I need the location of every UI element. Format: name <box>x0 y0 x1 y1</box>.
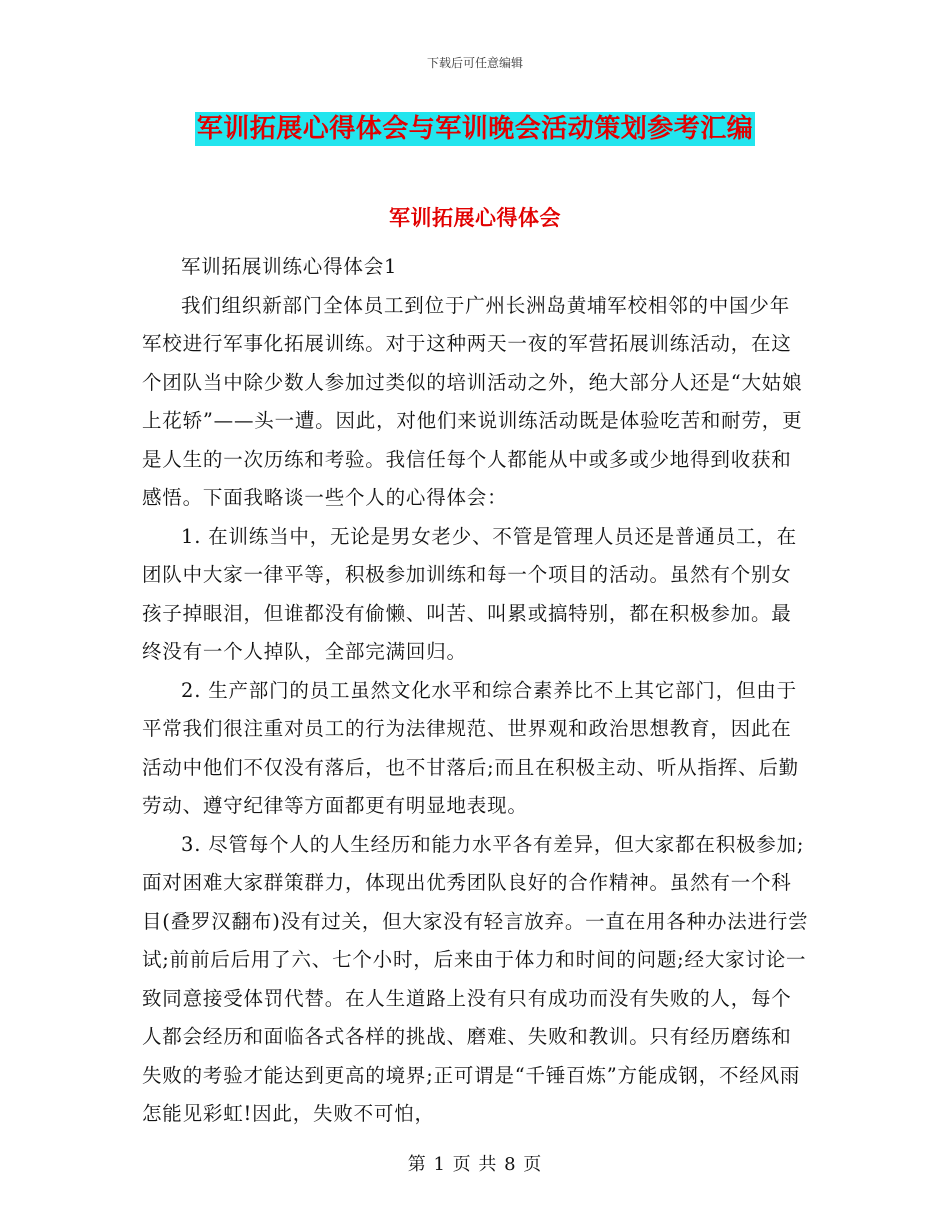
document-title: 军训拓展心得体会与军训晚会活动策划参考汇编 <box>196 114 754 144</box>
paragraph: 3. 尽管每个人的人生经历和能力水平各有差异，但大家都在积极参加;面对困难大家群策群力，体现出优秀团队良好的合作精神。虽然有一个科目(叠罗汉翻布)没有过关，但大家没有轻言放弃。一直在用各种办法进行尝试;前前后后用了六、七个小时，后来由于体力和时间的问题;经大家讨论一致同意接受体罚代替。在人生道路上没有只有成功而没有失败的人，每个人都会经历和面临各式各样的挑战、磨难、失败和教训。只有经历磨练和失败的考验才能达到更高的境界;正可谓是“千锤百炼”方能成钢，不经风雨怎能见彩虹!因此，失败不可怕， <box>142 832 809 1125</box>
page-number-footer: 第 1 页 共 8 页 <box>407 1154 543 1175</box>
document-title-container <box>0 112 950 146</box>
document-body <box>142 248 810 1134</box>
section-title: 军训拓展心得体会 <box>389 206 561 230</box>
subsection-heading: 军训拓展训练心得体会1 <box>181 255 398 278</box>
paragraph: 2. 生产部门的员工虽然文化水平和综合素养比不上其它部门，但由于平常我们很注重对员工的行为法律规范、世界观和政治思想教育，因此在活动中他们不仅没有落后，也不甘落后;而且在积极主动、听从指挥、后勤劳动、遵守纪律等方面都更有明显地表现。 <box>142 678 799 817</box>
header-note: 下载后可任意编辑 <box>426 56 523 70</box>
paragraph: 我们组织新部门全体员工到位于广州长洲岛黄埔军校相邻的中国少年军校进行军事化拓展训练。对于这种两天一夜的军营拓展训练活动，在这个团队当中除少数人参加过类似的培训活动之外，绝大部分人还是“大姑娘上花轿”——头一遭。因此，对他们来说训练活动既是体验吃苦和耐劳，更是人生的一次历练和考验。我信任每个人都能从中或多或少地得到收获和感悟。下面我略谈一些个人的心得体会： <box>142 293 803 509</box>
paragraph: 1. 在训练当中，无论是男女老少、不管是管理人员还是普通员工，在团队中大家一律平等，积极参加训练和每一个项目的活动。虽然有个别女孩子掉眼泪，但谁都没有偷懒、叫苦、叫累或搞特别，都在积极参加。最终没有一个人掉队，全部完满回归。 <box>142 524 797 663</box>
